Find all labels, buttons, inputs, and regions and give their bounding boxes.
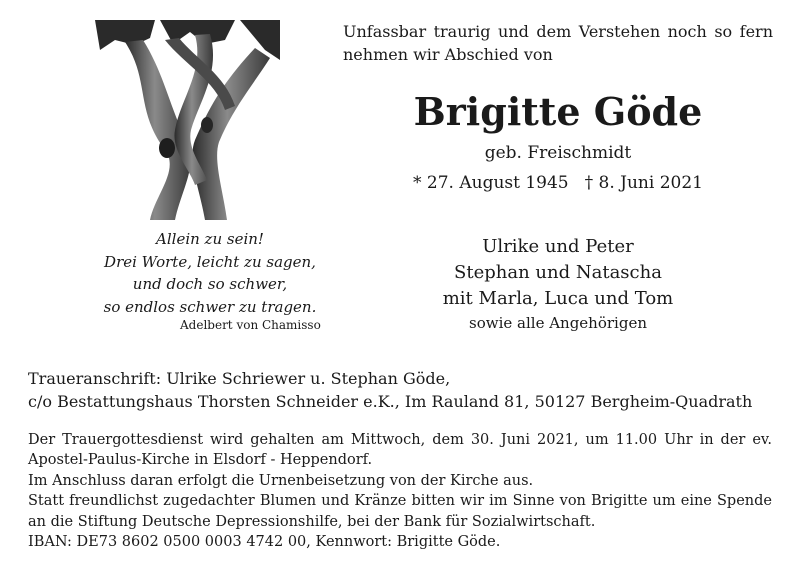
poem-line: Drei Worte, leicht zu sagen, bbox=[104, 252, 316, 271]
poem-line: so endlos schwer zu tragen. bbox=[103, 297, 317, 316]
deceased-name: Brigitte Göde bbox=[413, 89, 703, 134]
service-details bbox=[28, 430, 772, 552]
family-line: mit Marla, Luca und Tom bbox=[442, 288, 674, 309]
address-line-2: c/o Bestattungshaus Thorsten Schneider e.K., Im Rauland 81, 50127 Bergheim-Quadrath bbox=[28, 392, 753, 411]
poem-line: Allein zu sein! bbox=[156, 230, 264, 248]
family-relatives: sowie alle Angehörigen bbox=[469, 314, 647, 332]
mourning-address bbox=[28, 367, 788, 413]
family-line: Stephan und Natascha bbox=[454, 262, 662, 283]
maiden-name: geb. Freischmidt bbox=[484, 143, 632, 163]
service-line-6: IBAN: DE73 8602 0500 0003 4742 00, Kennwort: Brigitte Göde. bbox=[28, 534, 501, 551]
poem-author: Adelbert von Chamisso bbox=[180, 318, 321, 332]
family-signatures bbox=[343, 234, 773, 334]
intro-line-2: nehmen wir Abschied von bbox=[343, 45, 553, 64]
service-line-5: an die Stiftung Deutsche Depressionshilfe, bei der Bank für Sozialwirtschaft. bbox=[28, 513, 596, 530]
poem-line: und doch so schwer, bbox=[132, 275, 288, 293]
life-dates bbox=[343, 170, 773, 196]
death-date: † 8. Juni 2021 bbox=[584, 173, 703, 193]
family-line: Ulrike und Peter bbox=[482, 236, 634, 257]
birth-date: * 27. August 1945 bbox=[413, 173, 569, 193]
poem bbox=[60, 228, 360, 318]
intro-line-1: Unfassbar traurig und dem Verstehen noch so fern bbox=[343, 22, 773, 41]
tree-illustration-icon bbox=[95, 20, 280, 220]
service-line-2: Apostel-Paulus-Kirche in Elsdorf - Heppendorf. bbox=[28, 452, 373, 469]
address-line-1: Traueranschrift: Ulrike Schriewer u. Stephan Göde, bbox=[28, 369, 451, 388]
service-line-4: Statt freundlichst zugedachter Blumen und Kränze bitten wir im Sinne von Brigitte um eine Spende bbox=[28, 493, 772, 510]
service-line-3: Im Anschluss daran erfolgt die Urnenbeisetzung von der Kirche aus. bbox=[28, 472, 534, 489]
intro-text bbox=[343, 20, 773, 66]
service-line-1: Der Trauergottesdienst wird gehalten am Mittwoch, dem 30. Juni 2021, um 11.00 Uhr in der ev. bbox=[28, 432, 772, 448]
